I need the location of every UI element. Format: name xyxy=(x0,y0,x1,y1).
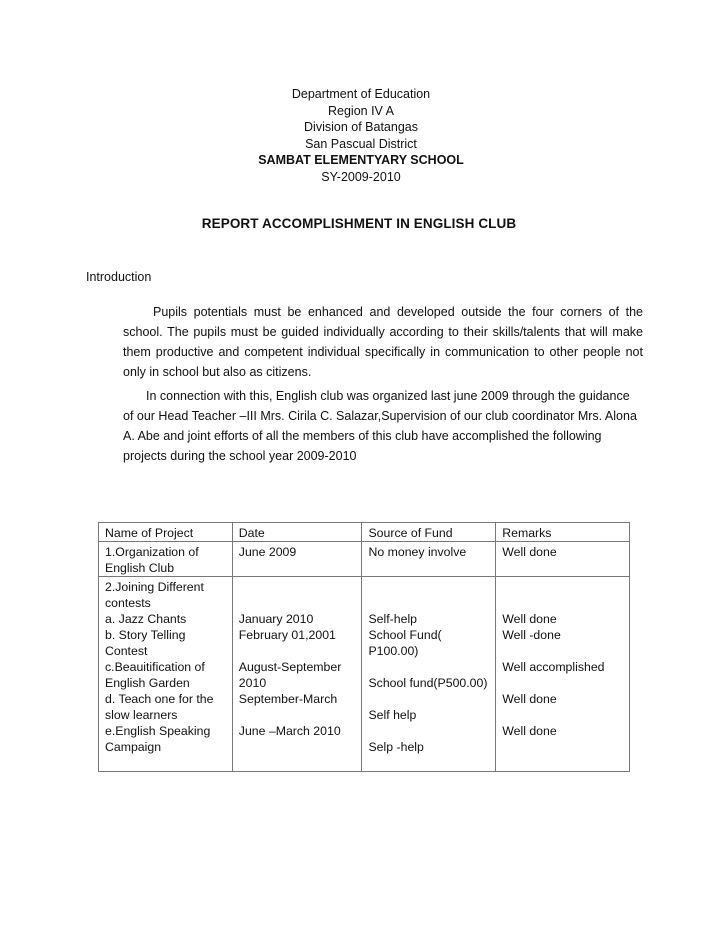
header-line-department: Department of Education xyxy=(291,87,431,101)
cell-line: Contest xyxy=(105,644,148,658)
paragraph-1: Pupils potentials must be enhanced and developed outside the four corners of the school. The pupils must be guided individually according to their skills/talents that will make them productive and competent individual specifically in communication to other people not only in school but also as citizens. xyxy=(123,305,643,379)
cell-line: 2.Joining Different xyxy=(105,580,204,594)
cell-line: contests xyxy=(105,596,151,610)
header-line-district: San Pascual District xyxy=(305,136,417,151)
cell-line: School Fund( P100.00) xyxy=(368,628,442,658)
cell-line xyxy=(502,595,623,611)
cell-line xyxy=(502,675,623,691)
document-title xyxy=(0,216,728,231)
cell-line xyxy=(368,595,489,611)
table-row xyxy=(99,542,630,577)
cell-line: c.Beauitification of xyxy=(105,660,205,674)
cell-line xyxy=(239,643,356,659)
cell-line: English Garden xyxy=(105,676,190,690)
cell-line xyxy=(368,579,489,595)
cell-line: Well done xyxy=(502,612,557,626)
header-line-division: Division of Batangas xyxy=(304,120,418,134)
table-cell: June 2009 xyxy=(232,542,362,577)
table-cell-remarks xyxy=(496,577,630,772)
cell-line: Self-help xyxy=(368,612,418,626)
header-line-school-year: SY-2009-2010 xyxy=(321,169,401,184)
header-line-school: SAMBAT ELEMENTYARY SCHOOL xyxy=(258,153,464,167)
cell-line xyxy=(502,739,623,755)
table-header-row xyxy=(99,523,630,542)
cell-line: Campaign xyxy=(105,740,162,754)
header-line-region: Region IV A xyxy=(327,103,394,118)
table-row xyxy=(99,577,630,772)
cell-line xyxy=(502,707,623,723)
cell-line: b. Story Telling xyxy=(105,628,186,642)
cell-line: August-September xyxy=(238,660,342,674)
document-title-text: REPORT ACCOMPLISHMENT IN ENGLISH CLUB xyxy=(201,216,517,231)
cell-line xyxy=(502,579,623,595)
header-date: Date xyxy=(232,523,362,542)
cell-line xyxy=(368,691,489,707)
cell-line xyxy=(239,739,356,755)
cell-line: Well -done xyxy=(502,628,561,642)
table-cell: Well done xyxy=(496,542,630,577)
cell-line: June –March 2010 xyxy=(238,724,341,738)
header-remarks: Remarks xyxy=(496,523,630,542)
cell-line: d. Teach one for the xyxy=(105,692,214,706)
table-cell: No money involve xyxy=(362,542,496,577)
paragraph-2: In connection with this, English club was organized last june 2009 through the guidance of our Head Teacher –III Mrs. Cirila C. Salazar,Supervision of our club coordinator Mrs. Alona A. Abe and joint efforts of all the members of this club have accomplished the following projects during the school year 2009-2010 xyxy=(123,389,637,463)
cell-line xyxy=(502,643,623,659)
cell-line xyxy=(368,755,489,771)
cell-line xyxy=(368,659,489,675)
cell-line xyxy=(239,595,356,611)
projects-table xyxy=(98,522,630,772)
cell-line: School fund(P500.00) xyxy=(368,676,488,690)
document-header xyxy=(0,86,728,185)
cell-line: Well done xyxy=(502,692,557,706)
cell-line: a. Jazz Chants xyxy=(105,612,187,626)
cell-line: Self help xyxy=(368,708,417,722)
cell-line xyxy=(239,579,356,595)
cell-line: January 2010 xyxy=(238,612,314,626)
cell-line: Selp -help xyxy=(368,740,424,754)
header-name-of-project: Name of Project xyxy=(99,523,233,542)
table-cell-dates xyxy=(232,577,362,772)
cell-line: 2010 xyxy=(238,676,267,690)
table-cell-projects xyxy=(99,577,233,772)
header-source-of-fund: Source of Fund xyxy=(362,523,496,542)
cell-line: September-March xyxy=(238,692,338,706)
cell-line: slow learners xyxy=(105,708,178,722)
table-cell-funds xyxy=(362,577,496,772)
cell-line: e.English Speaking xyxy=(105,724,211,738)
table-cell: 1.Organization of English Club xyxy=(99,542,233,577)
cell-line xyxy=(368,723,489,739)
cell-line: Well accomplished xyxy=(502,660,605,674)
cell-line: February 01,2001 xyxy=(238,628,336,642)
introduction-label: Introduction xyxy=(86,270,152,284)
cell-line: Well done xyxy=(502,724,557,738)
cell-line xyxy=(239,707,356,723)
